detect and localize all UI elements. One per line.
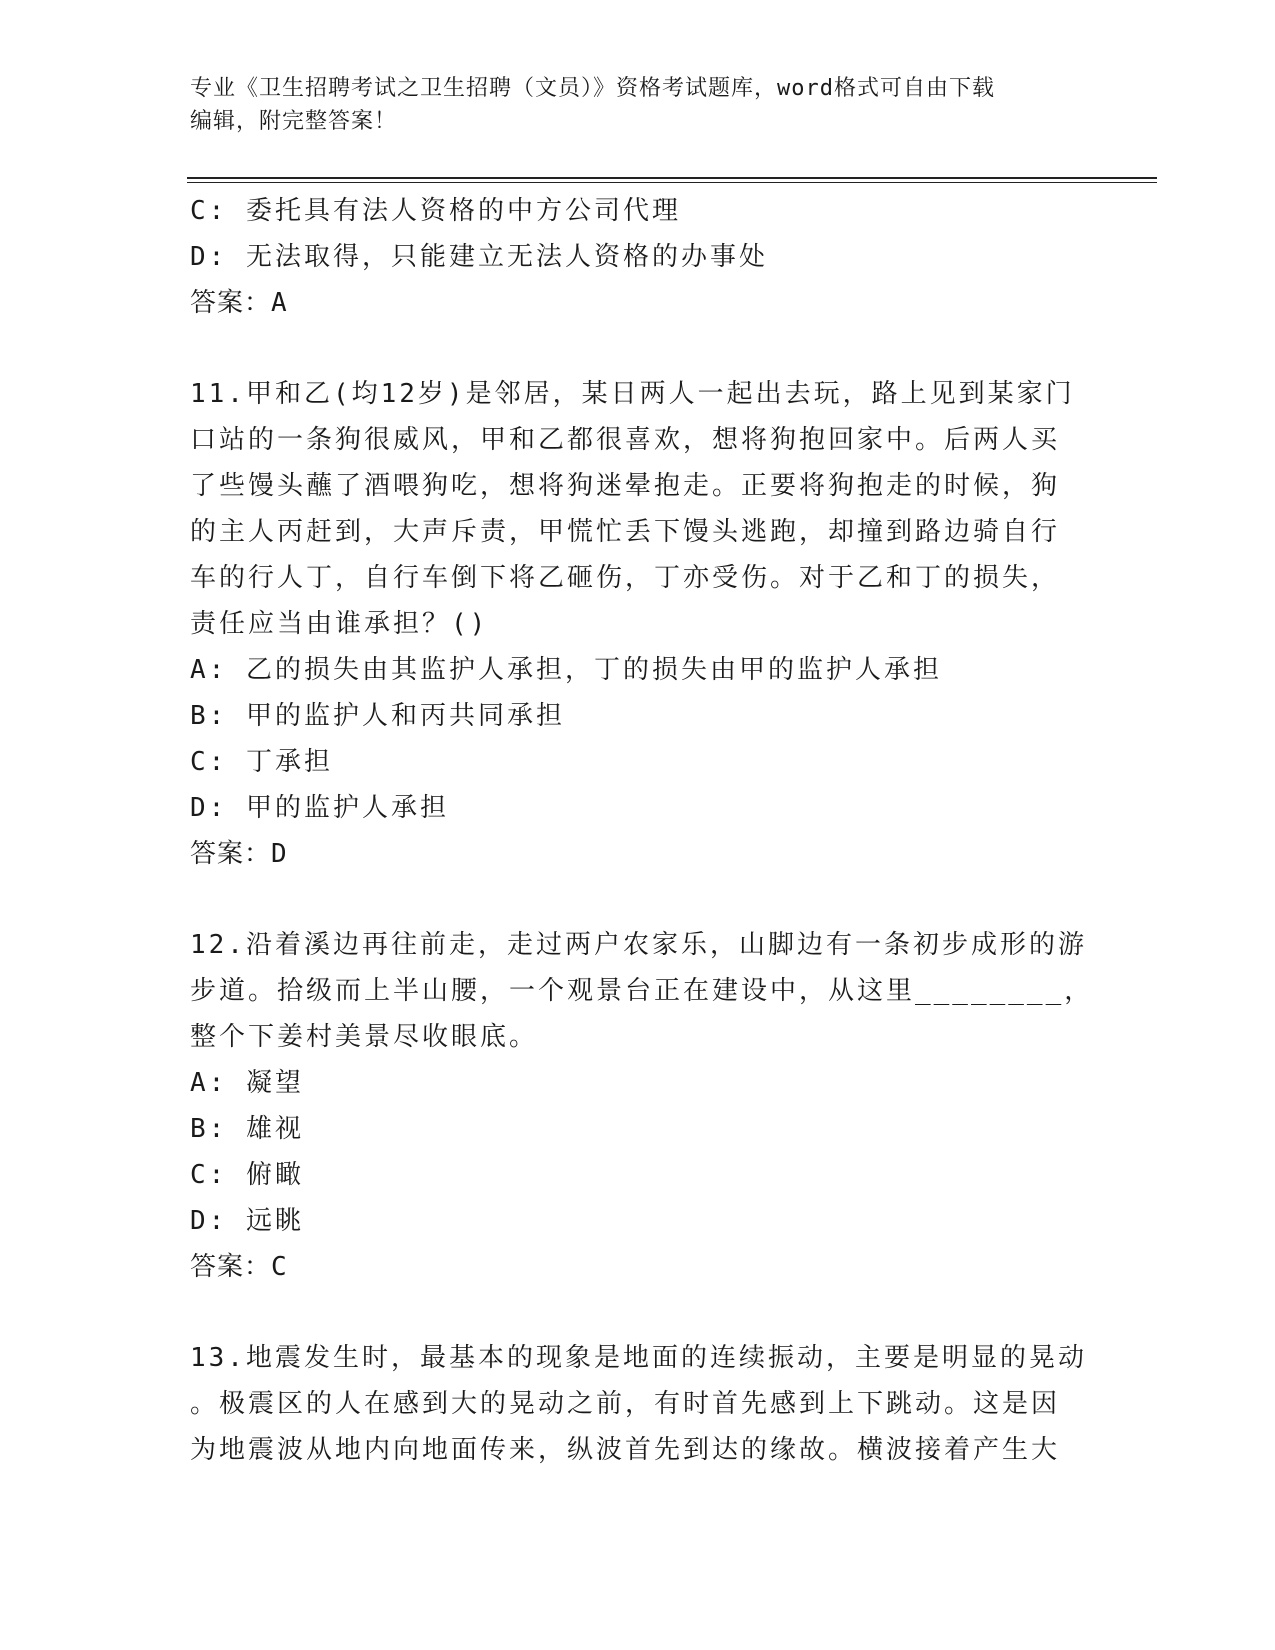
option-a: A: 乙的损失由其监护人承担，丁的损失由甲的监护人承担 (190, 655, 942, 685)
question-stem-line: 的主人丙赶到，大声斥责，甲慌忙丢下馒头逃跑，却撞到路边骑自行 (190, 517, 1061, 547)
option-c: C: 俯瞰 (190, 1160, 304, 1190)
question-stem-line: 步道。拾级而上半山腰，一个观景台正在建设中，从这里________， (190, 976, 1094, 1006)
option-c: C: 丁承担 (190, 747, 333, 777)
question-stem-line: 口站的一条狗很威风，甲和乙都很喜欢，想将狗抱回家中。后两人买 (190, 425, 1061, 455)
question-stem-line: 为地震波从地内向地面传来，纵波首先到达的缘故。横波接着产生大 (190, 1435, 1061, 1465)
question-stem-line: 了些馒头蘸了酒喂狗吃，想将狗迷晕抱走。正要将狗抱走的时候，狗 (190, 471, 1061, 501)
question-stem-line: 。极震区的人在感到大的晃动之前，有时首先感到上下跳动。这是因 (190, 1389, 1061, 1419)
spacer (190, 1290, 1090, 1335)
question-stem-line: 整个下姜村美景尽收眼底。 (190, 1022, 539, 1052)
answer-label: 答案：C (190, 1252, 288, 1282)
question-10-tail (190, 188, 1090, 326)
header-divider-thin (187, 182, 1157, 183)
question-stem-line: 11.甲和乙(均12岁)是邻居，某日两人一起出去玩，路上见到某家门 (190, 379, 1075, 409)
option-d: D: 无法取得，只能建立无法人资格的办事处 (190, 242, 768, 272)
spacer (190, 877, 1090, 922)
question-stem-line: 12.沿着溪边再往前走，走过两户农家乐，山脚边有一条初步成形的游 (190, 930, 1087, 960)
option-b: B: 甲的监护人和丙共同承担 (190, 701, 565, 731)
header-line-1: 专业《卫生招聘考试之卫生招聘（文员）》资格考试题库，word格式可自由下载 (190, 76, 995, 101)
question-stem-line: 责任应当由谁承担？() (190, 609, 489, 639)
option-c: C: 委托具有法人资格的中方公司代理 (190, 196, 681, 226)
header-line-2: 编辑，附完整答案！ (190, 109, 398, 134)
question-stem-line: 13.地震发生时，最基本的现象是地面的连续振动，主要是明显的晃动 (190, 1343, 1087, 1373)
question-content (190, 188, 1094, 1473)
document-header (190, 72, 1090, 138)
option-d: D: 远眺 (190, 1206, 304, 1236)
question-stem-line: 车的行人丁，自行车倒下将乙砸伤，丁亦受伤。对于乙和丁的损失， (190, 563, 1061, 593)
question-12 (190, 922, 1094, 1290)
header-divider (187, 177, 1157, 179)
option-d: D: 甲的监护人承担 (190, 793, 449, 823)
spacer (190, 326, 1090, 371)
question-13 (190, 1335, 1090, 1473)
option-a: A: 凝望 (190, 1068, 304, 1098)
answer-label: 答案：A (190, 288, 288, 318)
option-b: B: 雄视 (190, 1114, 304, 1144)
question-11 (190, 371, 1090, 877)
answer-label: 答案：D (190, 839, 288, 869)
